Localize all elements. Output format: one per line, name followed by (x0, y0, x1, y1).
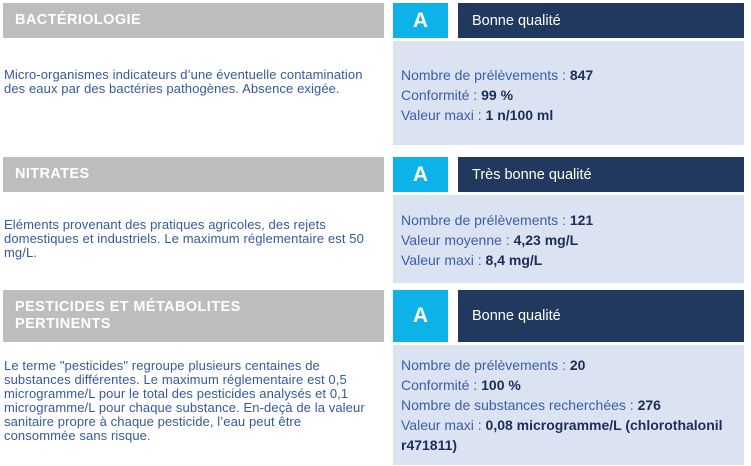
section-title-bar (3, 157, 384, 192)
stat-row (401, 210, 734, 230)
quality-bar (458, 3, 744, 38)
stat-row (401, 85, 734, 105)
stat-value: 276 (637, 397, 661, 413)
stat-label: Nombre de substances recherchées : (401, 397, 638, 413)
stat-label: Nombre de prélèvements : (401, 212, 570, 228)
stat-label: Conformité : (401, 87, 482, 103)
stat-value: 4,23 mg/L (513, 232, 579, 248)
quality-label: Bonne qualité (472, 12, 561, 29)
stat-value: 847 (569, 67, 594, 83)
stat-row (401, 105, 734, 125)
grade-badge: A (393, 157, 448, 192)
section-title-bar (3, 3, 384, 38)
section-title: PESTICIDES ET MÉTABOLITES PERTINENTS (15, 299, 241, 332)
section-nitrates (3, 157, 744, 283)
stat-row (401, 65, 734, 85)
stat-value: 0,08 microgramme/L (chlorothalonil r471811) (401, 417, 723, 453)
grade-row (393, 290, 744, 342)
water-quality-report (3, 3, 744, 465)
stat-row (401, 355, 734, 375)
stat-label: Nombre de prélèvements : (401, 67, 570, 83)
grade-row (393, 3, 744, 38)
stat-value: 8,4 mg/L (485, 252, 543, 268)
quality-bar (458, 157, 744, 192)
stat-value: 1 n/100 ml (485, 107, 554, 123)
section-description: Eléments provenant des pratiques agricoles, des rejets domestiques et industriels. Le maximum réglementaire est 50 mg/L. (4, 217, 364, 260)
quality-bar (458, 290, 744, 342)
stat-row (401, 415, 734, 455)
stat-value: 20 (569, 357, 586, 373)
stat-label: Nombre de prélèvements : (401, 357, 570, 373)
section-bacteriologie (3, 3, 744, 145)
quality-label: Très bonne qualité (472, 166, 592, 183)
section-title-bar (3, 290, 384, 342)
section-title: NITRATES (15, 166, 90, 182)
grade-badge: A (393, 290, 448, 342)
stat-label: Conformité : (401, 377, 482, 393)
stat-row (401, 395, 734, 415)
stat-label: Valeur maxi : (401, 107, 486, 123)
stat-row (401, 230, 734, 250)
stat-value: 100 % (481, 377, 521, 393)
stat-row (401, 250, 734, 270)
stat-label: Valeur maxi : (401, 417, 486, 433)
quality-label: Bonne qualité (472, 308, 561, 324)
stats-box (393, 345, 744, 465)
section-description: Le terme "pesticides" regroupe plusieurs centaines de substances différentes. Le maximum réglementaire est 0,5 microgramme/L pour le total des pesticides analysés et 0,1 microgramme/L pour chaque substance. En-deçà de la valeur sanitaire propre à chaque pesticide, l’eau peut être consommée sans risque. (4, 358, 365, 443)
stat-value: 99 % (481, 87, 514, 103)
section-description: Micro-organismes indicateurs d’une éventuelle contamination des eaux par des bactéries pathogènes. Absence exigée. (4, 67, 363, 96)
stats-box (393, 41, 744, 145)
grade-badge: A (393, 3, 448, 38)
stats-box (393, 195, 744, 283)
stat-row (401, 375, 734, 395)
stat-label: Valeur moyenne : (401, 232, 514, 248)
grade-row (393, 157, 744, 192)
stat-label: Valeur maxi : (401, 252, 486, 268)
stat-value: 121 (569, 212, 594, 228)
section-pesticides (3, 290, 744, 465)
section-title: BACTÉRIOLOGIE (15, 12, 142, 28)
